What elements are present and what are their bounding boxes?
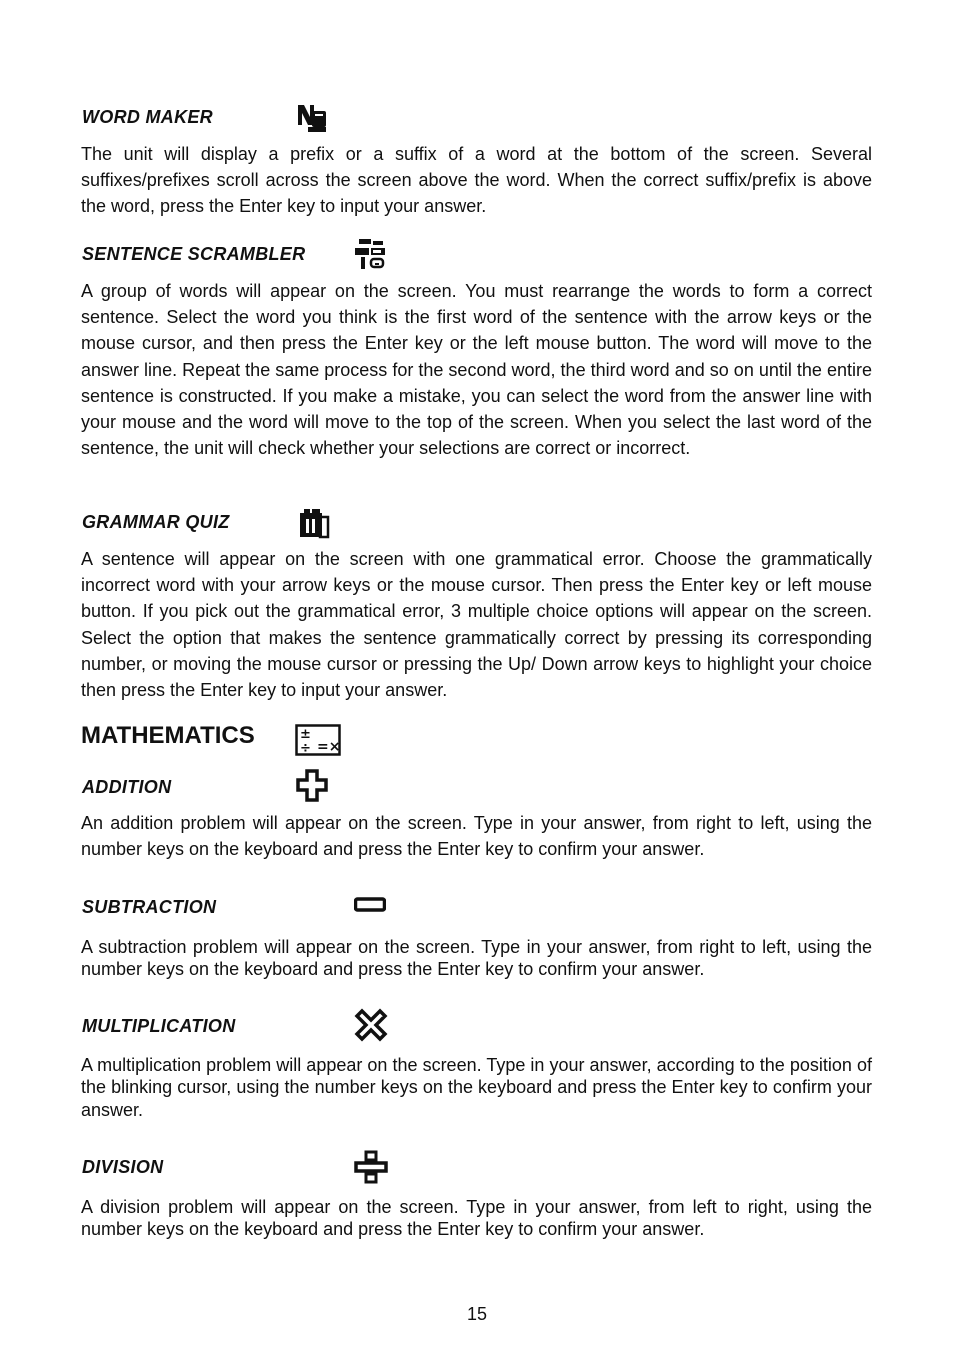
svg-text:÷: ÷: [300, 741, 311, 756]
grammar-quiz-text: A sentence will appear on the screen with one grammatical error. Choose the grammatically incorrect word with your arrow keys or the mouse cursor. Then press the Enter key or left mouse button. If you pick out the grammatical error, 3 multiple choice options will appear on the screen. Select the option that makes the sentence grammatically correct by pressing its corresponding number, or moving the mouse cursor or pressing the Up/ Down arrow keys to highlight your choice then press the Enter key to input your answer.: [81, 549, 872, 701]
addition-heading: ADDITION: [82, 777, 172, 797]
word-maker-icon: [296, 103, 328, 133]
sentence-scrambler-text: A group of words will appear on the screen. You must rearrange the words to form a correct sentence. Select the word you think is the first word of the sentence with the arrow keys or the mouse cursor, and then press the Enter key or the left mouse button. The word will move to the answer line. Repeat the same process for the second word, the third word and so on until the entire sentence is constructed. If you make a mistake, you can select the word from the answer line with your mouse and the word will move to the top of the screen. When you select the last word of the sentence, the unit will check whether your selections are correct or incorrect.: [81, 281, 872, 459]
multiply-icon: [354, 1008, 388, 1042]
grammar-quiz-icon: [296, 507, 330, 539]
mathematics-icon: [295, 724, 341, 756]
division-text: A division problem will appear on the screen. Type in your answer, from left to right, using the number keys on the keyboard and press the Enter key to confirm your answer.: [81, 1197, 872, 1240]
grammar-quiz-heading: GRAMMAR QUIZ: [82, 512, 230, 532]
page-number: 15: [466, 1304, 488, 1324]
minus-icon: [354, 897, 386, 913]
sentence-scrambler-icon: [353, 238, 387, 270]
word-maker-text: The unit will display a prefix or a suffix of a word at the bottom of the screen. Several suffixes/prefixes scroll across the screen above the word. When the correct suffix/prefix is above the word, press the Enter key to input your answer.: [81, 144, 872, 217]
addition-text: An addition problem will appear on the screen. Type in your answer, from right to left, using the number keys on the keyboard and press the Enter key to confirm your answer.: [81, 813, 872, 860]
divide-icon: [354, 1150, 388, 1184]
multiplication-text: A multiplication problem will appear on the screen. Type in your answer, according to the position of the blinking cursor, using the number keys on the keyboard and press the Enter key to confirm your answer.: [81, 1055, 872, 1120]
sentence-scrambler-heading: SENTENCE SCRAMBLER: [82, 244, 306, 264]
mathematics-heading: MATHEMATICS: [81, 722, 255, 749]
svg-text:±: ±: [300, 727, 311, 742]
word-maker-heading: WORD MAKER: [82, 107, 213, 127]
division-heading: DIVISION: [82, 1157, 164, 1177]
subtraction-heading: SUBTRACTION: [82, 897, 217, 917]
svg-text:=×: =×: [317, 739, 341, 755]
plus-icon: [296, 769, 328, 803]
subtraction-text: A subtraction problem will appear on the screen. Type in your answer, from right to left, using the number keys on the keyboard and press the Enter key to confirm your answer.: [81, 937, 872, 980]
multiplication-heading: MULTIPLICATION: [82, 1016, 236, 1036]
